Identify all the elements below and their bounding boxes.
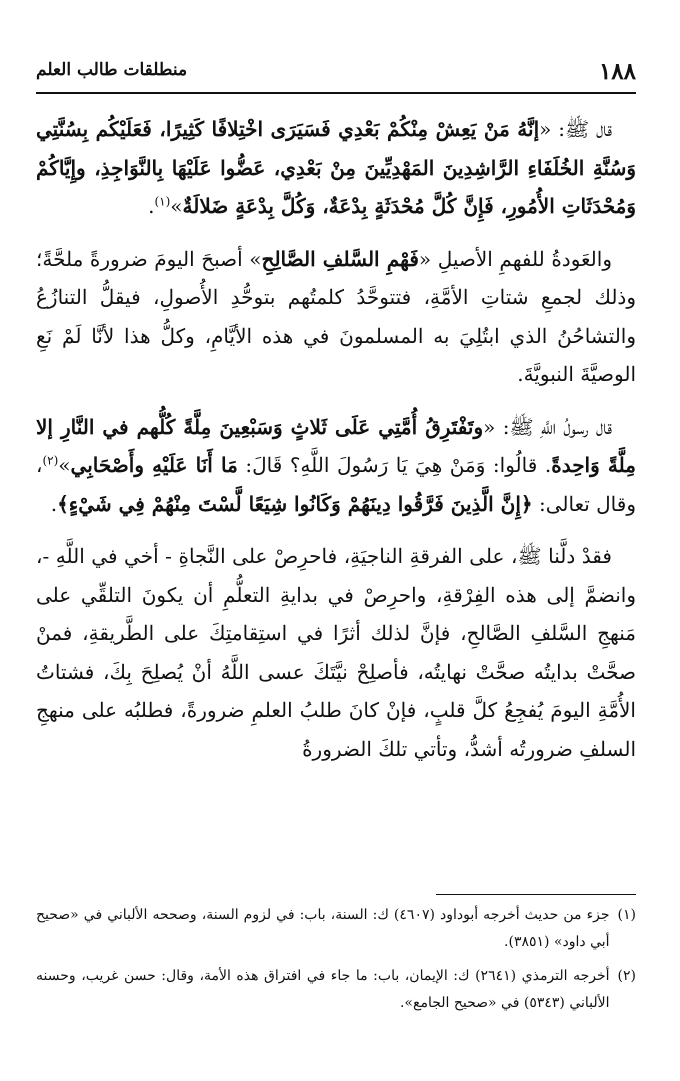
hadith-text: فَهْمِ السَّلفِ الصَّالِحِ (261, 246, 419, 271)
footnote (36, 963, 636, 1017)
footnote-number: (١) (617, 907, 636, 923)
quran-verse: ﴿إِنَّ الَّذِينَ فَرَّقُوا دِينَهُمْ وَكَانُوا شِيَعًا لَّسْتَ مِنْهُمْ فِي شَيْءٍ﴾ (57, 491, 533, 516)
hadith-text: مَا أَنَا عَلَيْهِ وأَصْحَابِي (70, 453, 238, 477)
text-segment: . قالُوا: وَمَنْ هِيَ يَا رَسُولَ اللَّهِ؟ قَالَ: (237, 453, 552, 477)
text-segment: قال رسولُ اللَّهِ ﷺ: « (483, 414, 612, 439)
hadith-text: إنَّهُ مَنْ يَعِشْ مِنْكُمْ بَعْدِي فَسَيَرَى اخْتِلافًا كَثِيرًا، فَعَلَيْكُم بِسُنَّتِي وَسُنَّةِ الخُلَفَاءِ الرَّاشِدِينَ المَهْدِيِّينَ مِنْ بَعْدِي، عَضُّوا عَلَيْهَا بِالنَّوَاجِذِ، وإِيَّاكُمْ وَمُحْدَثَاتِ الأُمُورِ، فَإِنَّ كُلَّ مُحْدَثَةٍ بِدْعَةٌ، وَكُلَّ بِدْعَةٍ ضَلالَةٌ (36, 117, 636, 218)
paragraph (36, 537, 636, 768)
text-segment: قال ﷺ: « (539, 117, 613, 141)
text-segment: فقدْ دلَّنا ﷺ، على الفرقةِ الناجيَةِ، فاحرِصْ على النَّجاةِ - أخي في اللَّهِ -، وانضمَّ إلى هذه الفِرْقةِ، واحرِصْ في بدايةِ التعلُّمِ أن يكونَ التلقِّي على مَنهجِ السَّلفِ الصَّالحِ، فإنَّ لذلك أثرًا في استِقامتِكَ على الطَّريقةِ، فمنْ صحَّتْ بدايتُه صحَّتْ نهايتُه، فأصلِحْ نيَّتَكَ عسى اللَّهُ أنْ يُصلِحَ بِكَ، فشتاتُ الأُمَّةِ اليومَ يُفجِعُ كلَّ قلبٍ، فإنْ كانَ طلبُ العلمِ ضرورةً، فطلبُه على منهجِ السلفِ ضرورتُه أشدُّ، وتأتي تلكَ الضرورةُ (36, 544, 636, 761)
footnote-ref: (١) (154, 194, 171, 209)
footnotes (36, 902, 636, 1024)
page-number: ١٨٨ (598, 58, 636, 85)
hadith-text: وتَفْتَرِقُ أُمَّتِي عَلَى ثَلاثٍ وَسَبْعِينَ مِلَّةً كُلُّهم في النَّارِ إلا مِلَّةً وَاحِدةً (36, 414, 636, 477)
footnote-text: جزء من حديث أخرجه أبوداود (٤٦٠٧) ك: السنة، باب: في لزوم السنة، وصححه الألباني في «صحيح أبي داود» (٣٨٥١). (36, 907, 610, 950)
header-rule (36, 92, 636, 94)
body-text (36, 110, 636, 768)
paragraph (36, 408, 636, 524)
paragraph (36, 240, 636, 394)
text-segment: ، وقال تعالى: (36, 453, 636, 516)
paragraph (36, 110, 636, 226)
footnote-text: أخرجه الترمذي (٢٦٤١) ك: الإيمان، باب: ما جاء في افتراق هذه الأمة، وقال: حسن غريب، وحسنه الألباني (٥٣٤٣) في «صحيح الجامع». (36, 968, 610, 1011)
text-segment: والعَودةُ للفهمِ الأصيلِ « (418, 246, 612, 271)
footnote-number: (٢) (617, 968, 636, 984)
footnote-separator (436, 894, 636, 895)
page-header (36, 50, 636, 90)
footnote-ref: (٢) (42, 453, 59, 468)
running-title: منطلقات طالب العلم (36, 60, 188, 80)
text-segment: » (170, 194, 183, 218)
footnote (36, 902, 636, 956)
text-segment: » (58, 453, 71, 477)
text-segment: . (148, 194, 155, 218)
text-segment: » أصبحَ اليومَ ضرورةً ملحَّةً؛ وذلك لجمعِ شتاتِ الأمَّةِ، فتتوحَّدُ كلمتُهم بتوحُّدِ الأُصولِ، فيقلُّ التنازُعُ والتشاحُنُ الذي ابتُلِيَ به المسلمونَ في هذه الأيَّامِ، وكلُّ هذا لأنَّا لَمْ نَعِ الوصيَّةَ النبويَّةَ. (36, 246, 636, 386)
text-segment: . (50, 491, 58, 516)
